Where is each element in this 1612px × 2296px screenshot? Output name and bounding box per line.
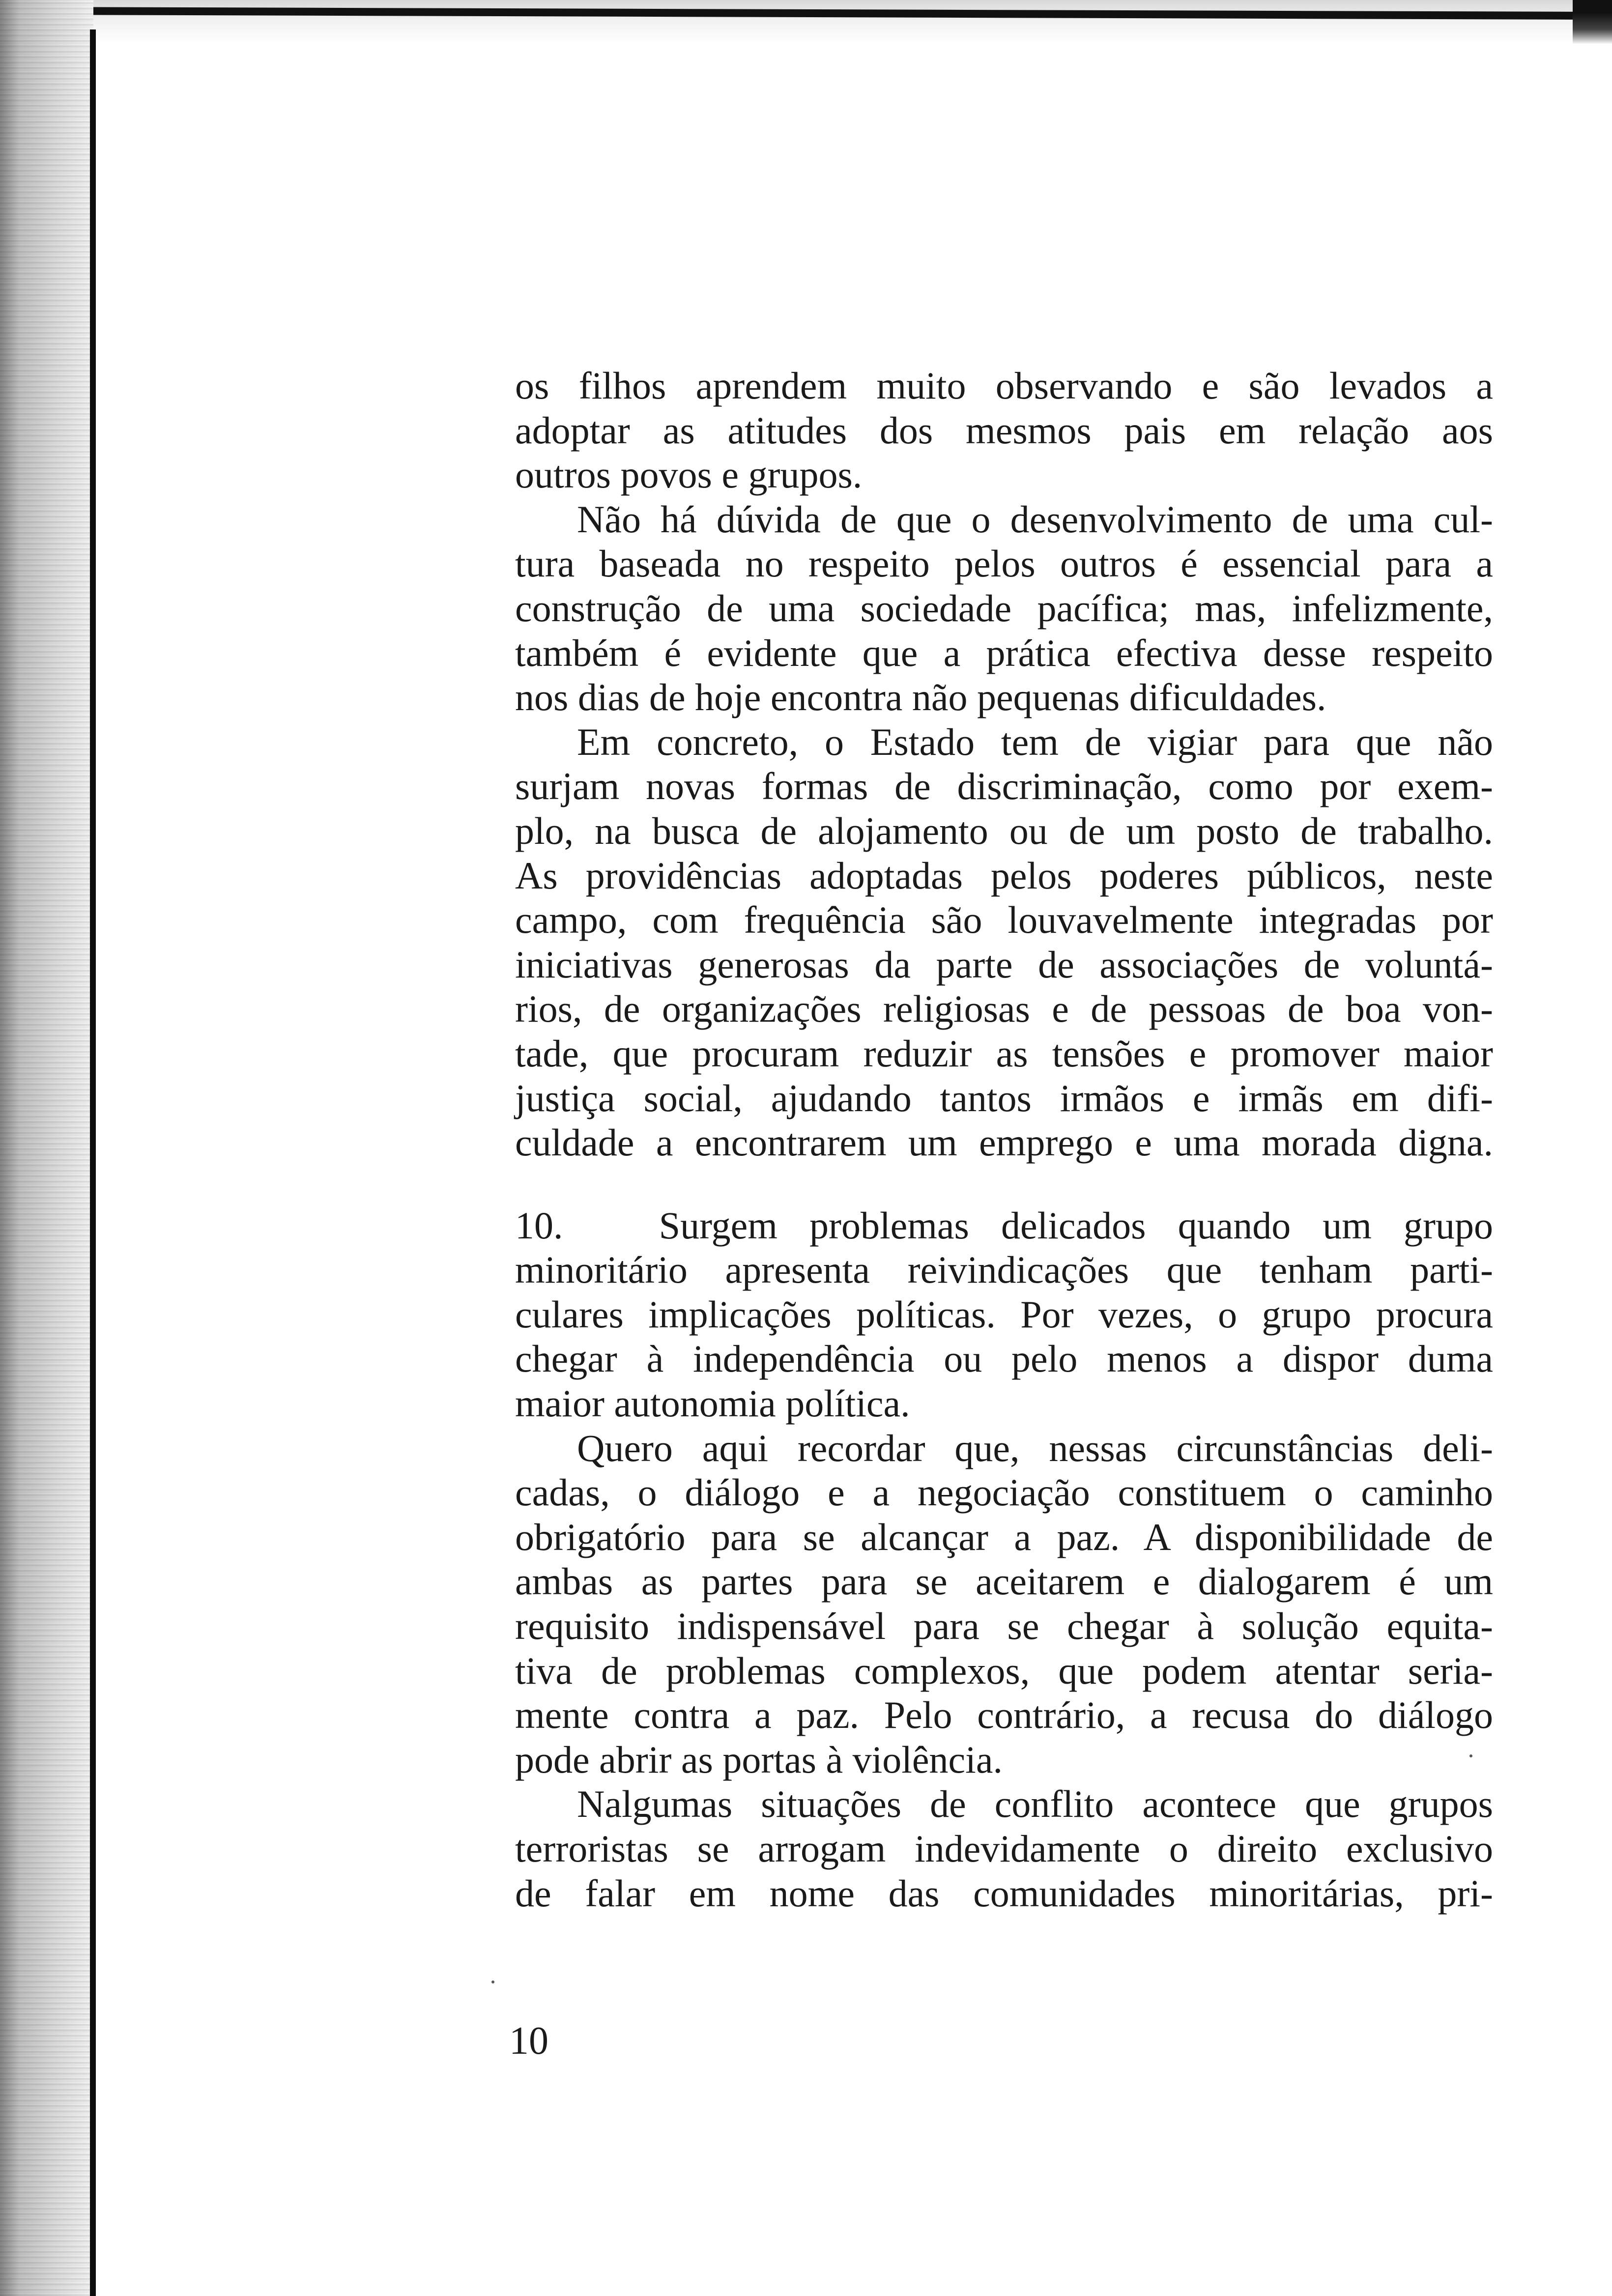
scan-speck (491, 1980, 494, 1983)
text-line: terroristas se arrogam indevidamente o direito exclusivo (515, 1827, 1493, 1870)
text-line: tade, que procuram reduzir as tensões e promover maior (515, 1032, 1493, 1075)
text-line: cadas, o diálogo e a negociação constituem o caminho (515, 1471, 1493, 1514)
text-line: outros povos e grupos. (515, 453, 863, 496)
text-line: Quero aqui recordar que, nessas circunstâncias deli- (577, 1426, 1493, 1469)
text-line: rios, de organizações religiosas e de pessoas de boa von- (515, 987, 1493, 1031)
text-line: adoptar as atitudes dos mesmos pais em relação aos (515, 408, 1493, 452)
text-line: obrigatório para se alcançar a paz. A disponibilidade de (515, 1515, 1493, 1558)
text-line: culares implicações políticas. Por vezes, o grupo procura (515, 1292, 1493, 1336)
scan-top-edge (0, 0, 1612, 44)
text-line: construção de uma sociedade pacífica; mas, infelizmente, (515, 586, 1493, 630)
page-body (515, 364, 1493, 1916)
text-line: Não há dúvida de que o desenvolvimento de uma cul- (577, 497, 1493, 541)
text-line: mente contra a paz. Pelo contrário, a recusa do diálogo (515, 1693, 1493, 1737)
text-line: Nalgumas situações de conflito acontece que grupos (577, 1782, 1493, 1826)
text-line: plo, na busca de alojamento ou de um posto de trabalho. (515, 809, 1493, 852)
paragraph (515, 1204, 1493, 1426)
text-line: iniciativas generosas da parte de associações de voluntá- (515, 943, 1493, 986)
section-spacer (515, 1165, 1493, 1204)
text-line: também é evidente que a prática efectiva desse respeito (515, 631, 1493, 674)
paragraph (515, 497, 1493, 720)
text-line: tiva de problemas complexos, que podem atentar seria- (515, 1649, 1493, 1692)
text-line: surjam novas formas de discriminação, como por exem- (515, 765, 1493, 808)
text-line: ambas as partes para se aceitarem e dialogarem é um (515, 1560, 1493, 1603)
text-line: 10. Surgem problemas delicados quando um grupo (515, 1204, 1493, 1247)
text-line: os filhos aprendem muito observando e são levados a (515, 364, 1493, 407)
text-line: culdade a encontrarem um emprego e uma morada digna. (515, 1121, 1493, 1164)
scan-corner-shadow (1573, 0, 1612, 44)
paragraph (515, 364, 1493, 497)
paragraph (515, 720, 1493, 1165)
text-line: nos dias de hoje encontra não pequenas dificuldades. (515, 676, 1326, 719)
text-line: As providências adoptadas pelos poderes públicos, neste (515, 854, 1493, 897)
text-line: tura baseada no respeito pelos outros é essencial para a (515, 542, 1493, 585)
text-line: Em concreto, o Estado tem de vigiar para que não (577, 720, 1493, 763)
text-line: justiça social, ajudando tantos irmãos e irmãs em difi- (515, 1076, 1493, 1119)
text-line: maior autonomia política. (515, 1382, 910, 1425)
text-line: pode abrir as portas à violência. (515, 1738, 1003, 1781)
scan-binding-edge (0, 0, 93, 2296)
text-line: chegar à independência ou pelo menos a dispor duma (515, 1337, 1493, 1380)
scan-binding-line (90, 29, 96, 2296)
text-line: de falar em nome das comunidades minoritárias, pri- (515, 1871, 1493, 1915)
text-line: campo, com frequência são louvavelmente integradas por (515, 898, 1493, 942)
page-number: 10 (509, 2019, 548, 2063)
paragraph (515, 1426, 1493, 1782)
text-line: requisito indispensável para se chegar à solução equita- (515, 1605, 1493, 1648)
paragraph (515, 1782, 1493, 1916)
text-line: minoritário apresenta reivindicações que tenham parti- (515, 1248, 1493, 1292)
